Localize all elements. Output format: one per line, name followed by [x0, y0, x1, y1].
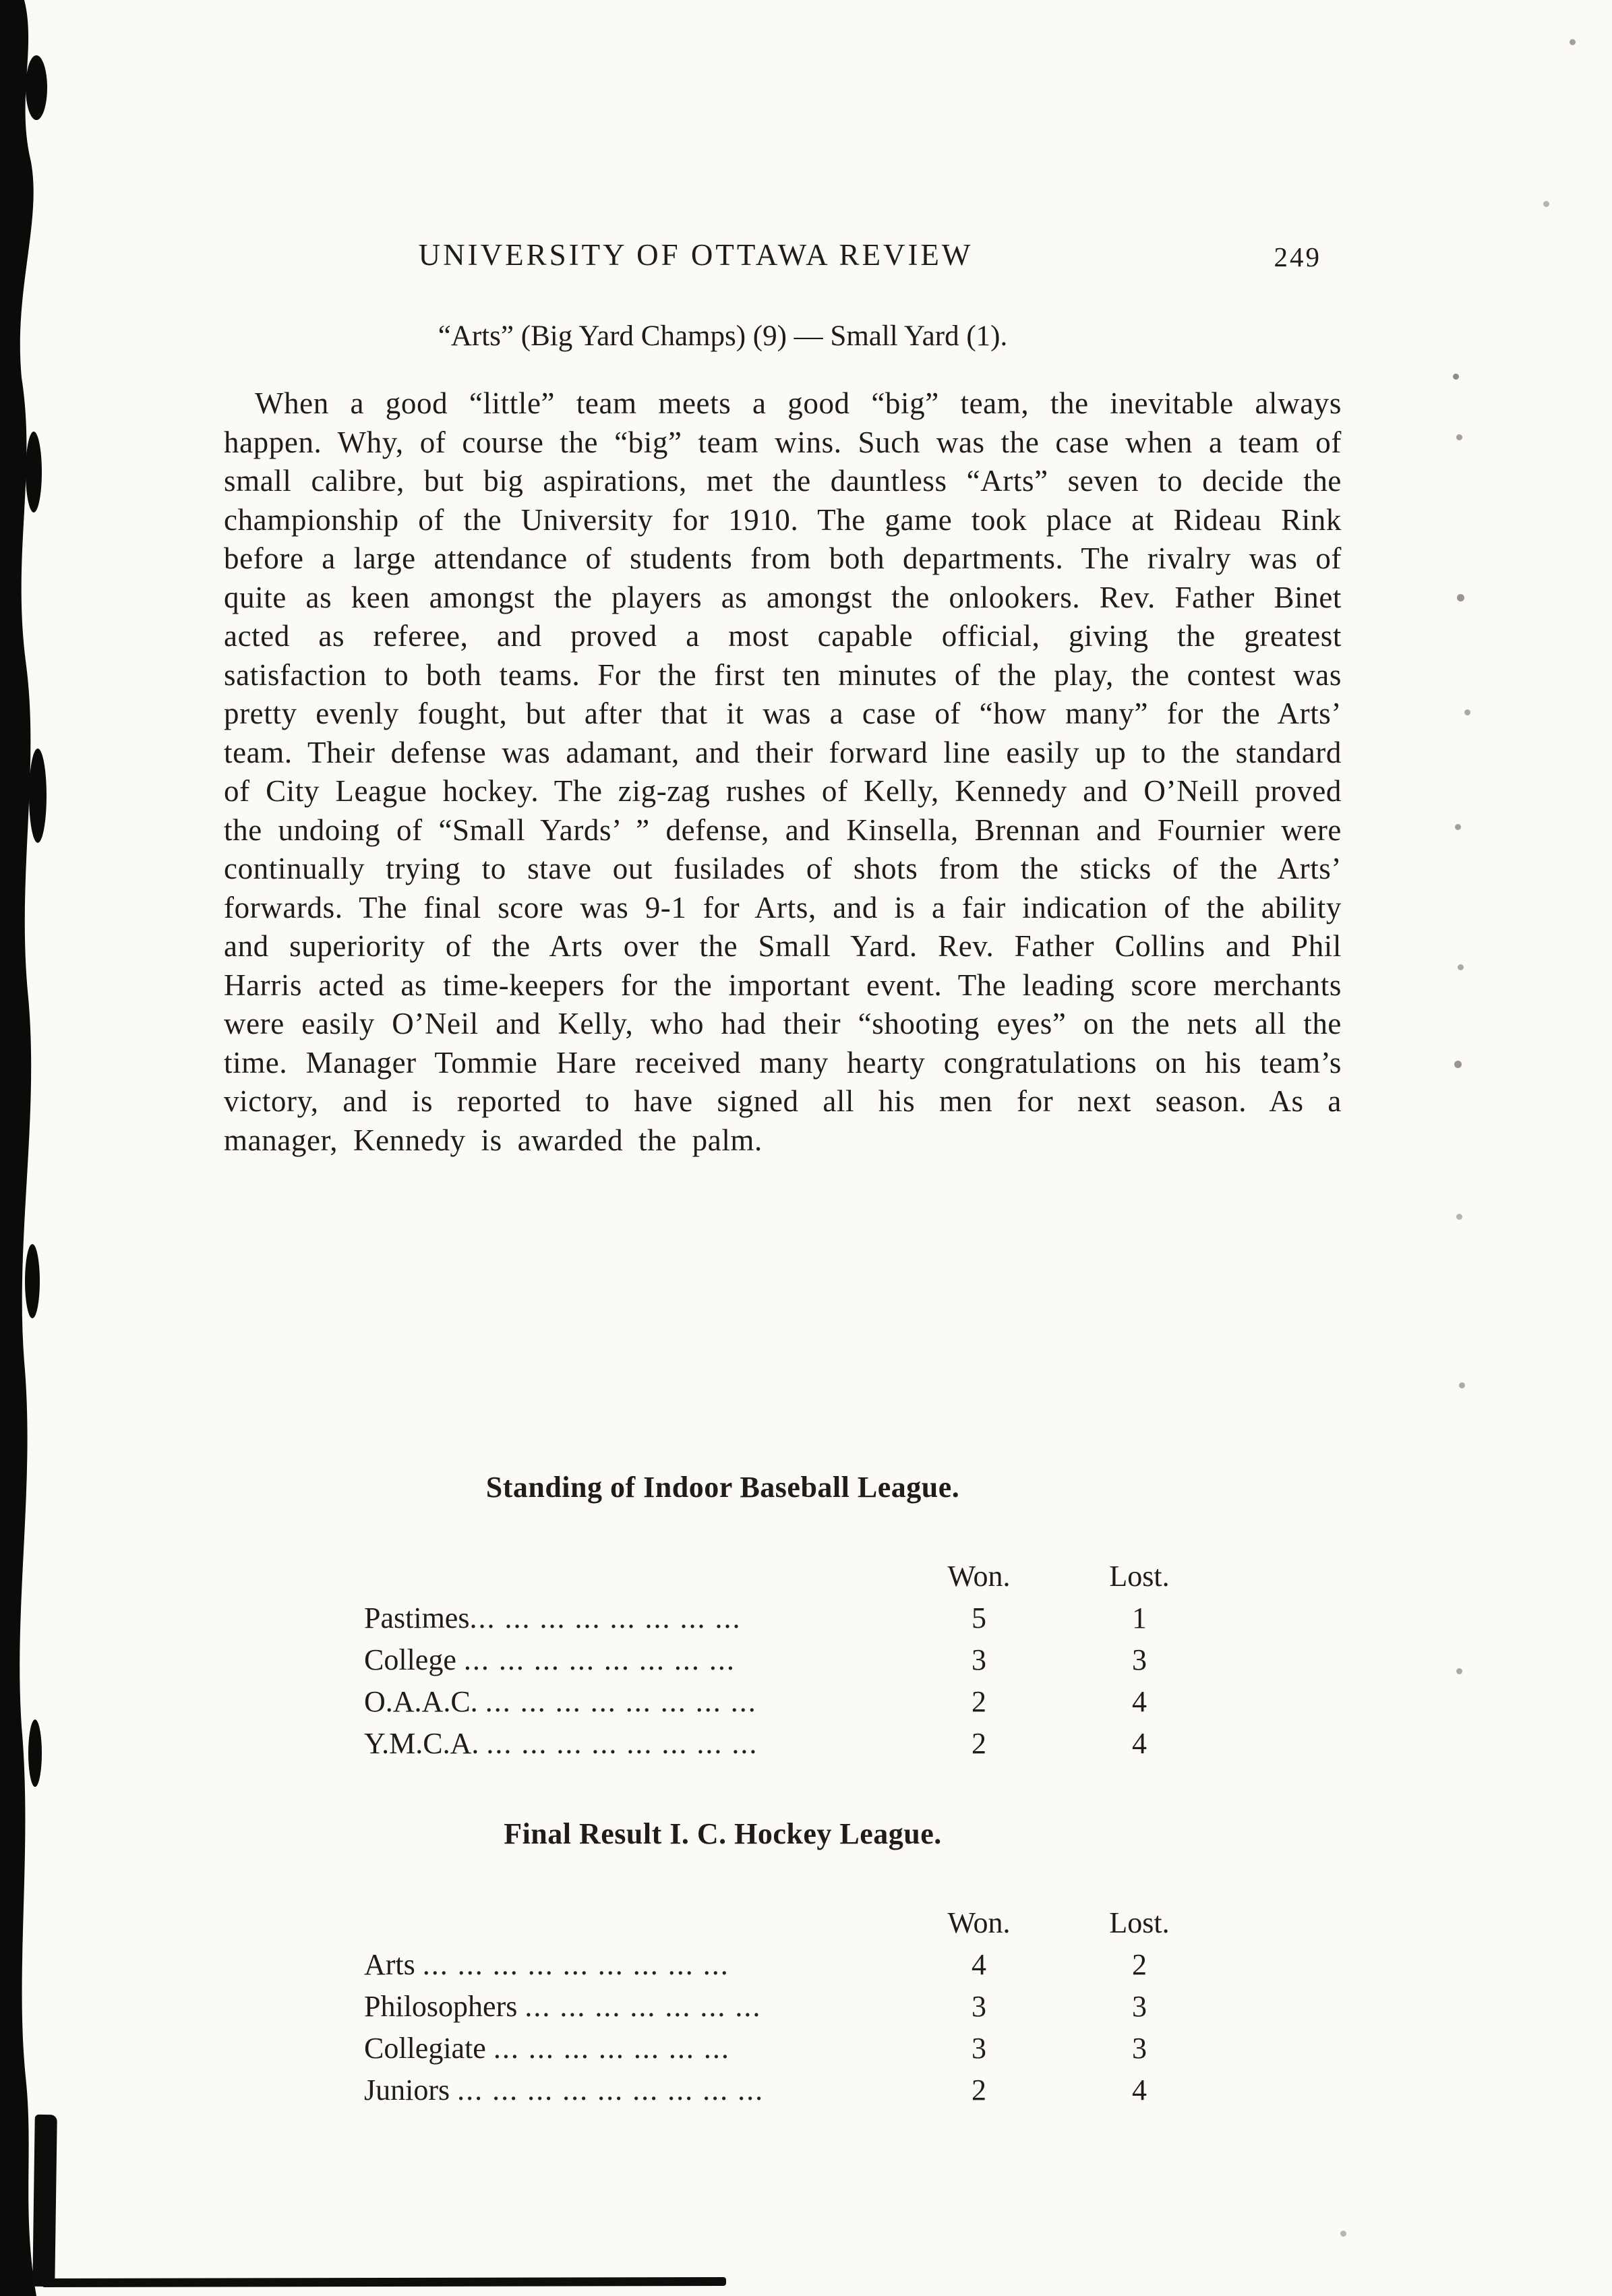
lost-cell: 1 — [1132, 1601, 1147, 1635]
team-name-cell — [364, 2028, 920, 2069]
scan-specks — [0, 0, 3, 3]
table-row — [364, 2069, 1241, 2111]
won-cell: 3 — [972, 1643, 986, 1676]
scan-corner-mark — [32, 2115, 57, 2287]
hockey-results-title: Final Result I. C. Hockey League. — [504, 1817, 942, 1850]
dot-leader: ... ... ... ... ... ... ... ... — [485, 1685, 757, 1718]
table-row — [364, 1944, 1241, 1986]
dot-leader: ... ... ... ... ... ... ... ... ... — [422, 1948, 729, 1981]
page-number: 249 — [1274, 241, 1321, 272]
table-row — [364, 2028, 1241, 2069]
lost-cell: 3 — [1132, 2032, 1147, 2065]
team-column-header — [364, 1902, 920, 1944]
team-column-header — [364, 1556, 920, 1597]
lost-cell: 4 — [1132, 1727, 1147, 1760]
team-name: Collegiate — [364, 2032, 486, 2065]
won-cell: 2 — [972, 1685, 986, 1718]
dot-leader: ... ... ... ... ... ... ... ... ... — [457, 2073, 765, 2107]
team-name-cell — [364, 1639, 920, 1681]
team-name-cell — [364, 1723, 920, 1765]
lost-column-header: Lost. — [1109, 1906, 1170, 1939]
scan-binding-shadow — [0, 0, 64, 2296]
won-cell: 5 — [972, 1601, 986, 1635]
dot-leader: ... ... ... ... ... ... ... — [525, 1990, 762, 2023]
running-head — [224, 237, 1342, 285]
lost-cell: 4 — [1132, 2073, 1147, 2107]
team-name: College — [364, 1643, 456, 1676]
team-name: Pastimes — [364, 1601, 470, 1635]
won-cell: 2 — [972, 1727, 986, 1760]
team-name: Arts — [364, 1948, 415, 1981]
team-name-cell — [364, 2069, 920, 2111]
article-body: When a good “little” team meets a good “big” team, the inevitable always happen. Why, of course the “big” team wins. Such was the case when a team of small calibre, but big aspirations, met the dauntless “Arts” seven to decide the championship of the University for 1910. The game took place at Rideau Rink before a large attendance of students from both departments. The rivalry was of quite as keen amongst the players as amongst the onlookers. Rev. Father Binet acted as referee, and proved a most capable official, giving the greatest satisfaction to both teams. For the first ten minutes of the play, the contest was pretty evenly fought, but after that it was a case of “how many” for the Arts’ team. Their defense was adamant, and their forward line easily up to the standard of City League hockey. The zig-zag rushes of Kelly, Kennedy and O’Neill proved the undoing of “Small Yards’ ” defense, and Kinsella, Brennan and Fournier were continually trying to stave out fusilades of shots from the sticks of the Arts’ forwards. The final score was 9-1 for Arts, and is a fair indication of the ability and superiority of the Arts over the Small Yard. Rev. Father Collins and Phil Harris acted as time-keepers for the important event. The leading score merchants were easily O’Neil and Kelly, who had their “shooting eyes” on the nets all the time. Manager Tommie Hare received many hearty congratulations on his team’s victory, and is reported to have signed all his men for next season. As a manager, Kennedy is awarded the palm. — [224, 386, 1342, 1157]
baseball-standings-section — [224, 1470, 1342, 1765]
dot-leader: ... ... ... ... ... ... ... ... — [463, 1643, 736, 1676]
team-name: O.A.A.C. — [364, 1685, 478, 1718]
article-subtitle: “Arts” (Big Yard Champs) (9) — Small Yard (1). — [438, 320, 1008, 352]
dot-leader: ... ... ... ... ... ... ... — [493, 2032, 730, 2065]
journal-title: UNIVERSITY OF OTTAWA REVIEW — [418, 238, 974, 272]
baseball-standings-title: Standing of Indoor Baseball League. — [485, 1471, 960, 1504]
team-name-cell — [364, 1986, 920, 2028]
won-column-header: Won. — [947, 1906, 1011, 1939]
won-cell: 4 — [972, 1948, 986, 1981]
lost-cell: 2 — [1132, 1948, 1147, 1981]
table-row — [364, 1597, 1241, 1639]
lost-cell: 3 — [1132, 1643, 1147, 1676]
table-row — [364, 1639, 1241, 1681]
baseball-standings-table — [364, 1556, 1241, 1765]
table-row — [364, 1723, 1241, 1765]
lost-cell: 3 — [1132, 1990, 1147, 2023]
won-cell: 3 — [972, 2032, 986, 2065]
table-header-row — [364, 1902, 1241, 1944]
won-cell: 2 — [972, 2073, 986, 2107]
table-row — [364, 1986, 1241, 2028]
lost-column-header: Lost. — [1109, 1560, 1170, 1593]
team-name: Y.M.C.A. — [364, 1727, 479, 1760]
team-name-cell — [364, 1944, 920, 1986]
won-column-header: Won. — [947, 1560, 1011, 1593]
table-row — [364, 1681, 1241, 1723]
won-cell: 3 — [972, 1990, 986, 2023]
team-name: Philosophers — [364, 1990, 518, 2023]
dot-leader: ... ... ... ... ... ... ... ... — [486, 1727, 758, 1760]
lost-cell: 4 — [1132, 1685, 1147, 1718]
scan-bottom-edge-line — [42, 2277, 726, 2287]
team-name: Juniors — [364, 2073, 450, 2107]
table-header-row — [364, 1556, 1241, 1597]
hockey-results-table — [364, 1902, 1241, 2111]
dot-leader: ... ... ... ... ... ... ... ... — [469, 1601, 742, 1635]
team-name-cell — [364, 1681, 920, 1723]
team-name-cell — [364, 1597, 920, 1639]
hockey-results-section — [224, 1817, 1342, 2111]
